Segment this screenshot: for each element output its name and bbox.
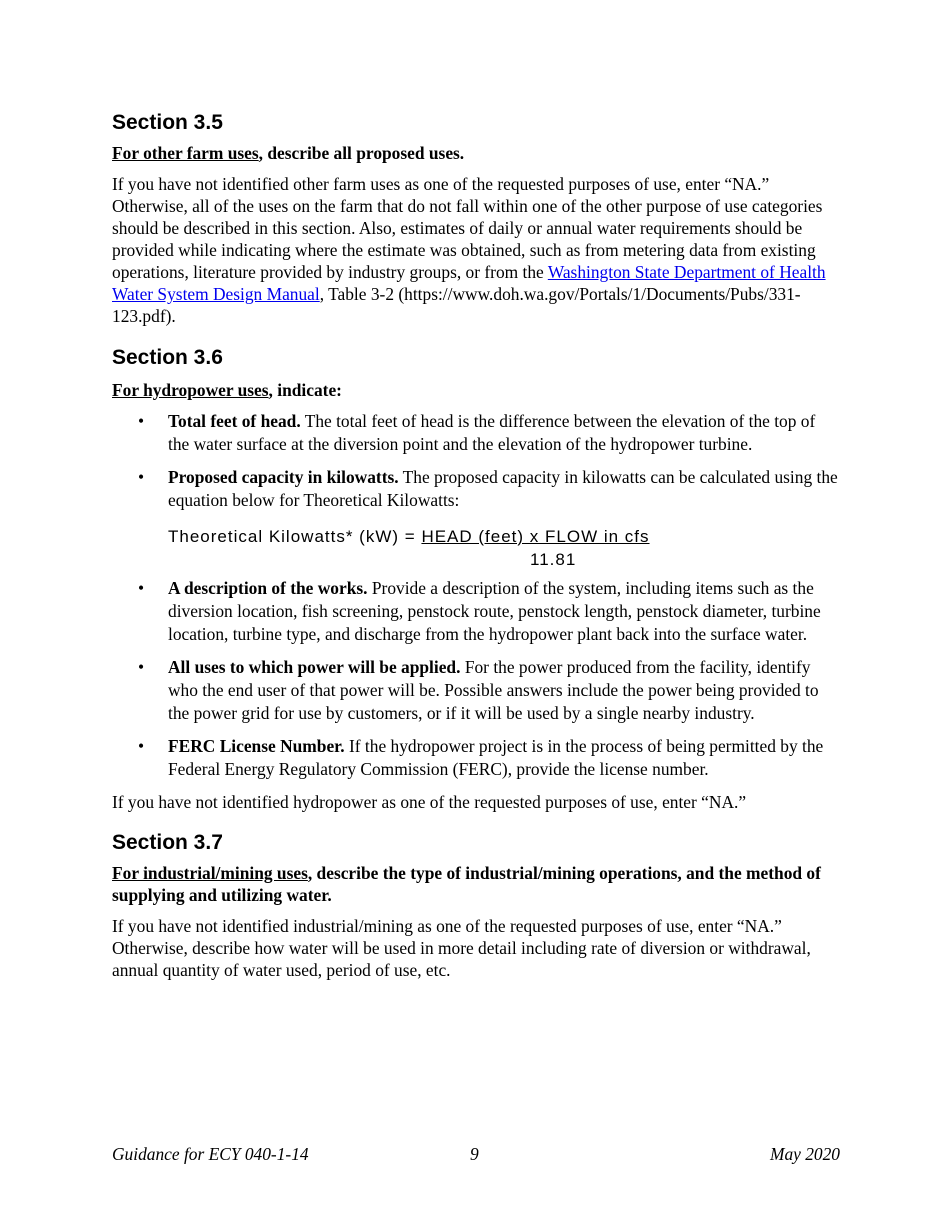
section-3-6-title: Section 3.6 bbox=[112, 346, 223, 369]
section-3-5-lead bbox=[112, 142, 840, 164]
bullet-item bbox=[112, 735, 840, 781]
bullet-item bbox=[112, 410, 840, 456]
bullet-text: The proposed capacity in kilowatts can be calculated using the equation below for Theoretical Kilowatts: bbox=[168, 467, 838, 510]
bullet-dot-icon: • bbox=[138, 657, 145, 677]
bullet-dot-icon: • bbox=[138, 736, 145, 756]
formula-denominator: 11.81 bbox=[530, 550, 577, 569]
section-3-7-lead-underlined: For industrial/mining uses bbox=[112, 863, 308, 883]
section-3-5-body-after-link: , Table 3-2 (https://www.doh.wa.gov/Portals/1/Documents/Pubs/331-123.pdf). bbox=[112, 284, 801, 326]
bullet-heading: A description of the works. bbox=[168, 578, 368, 598]
section-3-5-body bbox=[112, 173, 840, 327]
section-3-6-tail: If you have not identified hydropower as one of the requested purposes of use, enter “NA.” bbox=[112, 792, 747, 812]
theoretical-kilowatts-formula bbox=[168, 526, 840, 571]
bullet-text: The total feet of head is the difference between the elevation of the top of the water surface at the diversion point and the elevation of the hydropower turbine. bbox=[168, 411, 816, 454]
section-3-7-lead-rest: , describe the type of industrial/mining operations, and the method of supplying and utilizing water. bbox=[112, 863, 821, 905]
page-footer bbox=[112, 1143, 840, 1165]
footer-page-number: 9 bbox=[470, 1144, 479, 1164]
bullet-dot-icon: • bbox=[138, 578, 145, 598]
bullet-item bbox=[112, 577, 840, 646]
formula-numerator: HEAD (feet) x FLOW in cfs bbox=[421, 527, 650, 546]
bullet-heading: FERC License Number. bbox=[168, 736, 345, 756]
bullet-heading: Total feet of head. bbox=[168, 411, 301, 431]
section-3-5-body-text: If you have not identified other farm uses as one of the requested purposes of use, enter “NA.” Otherwise, all of the uses on the farm that do not fall within one of the other purpose of use categories should be described in this section. Also, estimates of daily or annual water requirements should be provided while indicating where the estimate was obtained, such as from metering data from existing operations, literature provided by industry groups, or from the bbox=[112, 174, 823, 282]
doh-design-manual-link[interactable]: Washington State Department of Health Water System Design Manual bbox=[112, 262, 826, 304]
footer-doc-title: Guidance for ECY 040-1-14 bbox=[112, 1144, 309, 1164]
bullet-heading: All uses to which power will be applied. bbox=[168, 657, 461, 677]
hydropower-bullet-list bbox=[112, 410, 840, 781]
section-3-5-lead-rest: , describe all proposed uses. bbox=[258, 143, 465, 163]
section-3-6-lead-underlined: For hydropower uses bbox=[112, 380, 269, 400]
bullet-item bbox=[112, 466, 840, 571]
bullet-item bbox=[112, 656, 840, 725]
bullet-dot-icon: • bbox=[138, 467, 145, 487]
section-3-7-body: If you have not identified industrial/mining as one of the requested purposes of use, enter “NA.” Otherwise, describe how water will be used in more detail including rate of diversion or withdrawal, annual quantity of water used, period of use, etc. bbox=[112, 916, 811, 980]
page-content bbox=[112, 110, 840, 981]
section-3-6-lead bbox=[112, 379, 840, 401]
section-3-5-title: Section 3.5 bbox=[112, 111, 223, 134]
formula-left: Theoretical Kilowatts* (kW) = bbox=[168, 527, 422, 546]
bullet-heading: Proposed capacity in kilowatts. bbox=[168, 467, 399, 487]
section-3-6-lead-rest: , indicate: bbox=[268, 380, 342, 400]
section-3-7-lead bbox=[112, 862, 840, 906]
bullet-text: Provide a description of the system, including items such as the diversion location, fish screening, penstock route, penstock length, penstock diameter, turbine location, turbine type, and discharge from the hydropower plant back into the surface water. bbox=[168, 578, 821, 644]
bullet-dot-icon: • bbox=[138, 411, 145, 431]
section-3-7-title: Section 3.7 bbox=[112, 831, 223, 854]
bullet-text: For the power produced from the facility, identify who the end user of that power will be. Possible answers include the power being provided to the power grid for use by customers, or if it will be used by a single nearby industry. bbox=[168, 657, 819, 723]
footer-date: May 2020 bbox=[769, 1144, 840, 1164]
section-3-5-lead-underlined: For other farm uses bbox=[112, 143, 259, 163]
bullet-text: If the hydropower project is in the process of being permitted by the Federal Energy Regulatory Commission (FERC), provide the license number. bbox=[168, 736, 824, 779]
